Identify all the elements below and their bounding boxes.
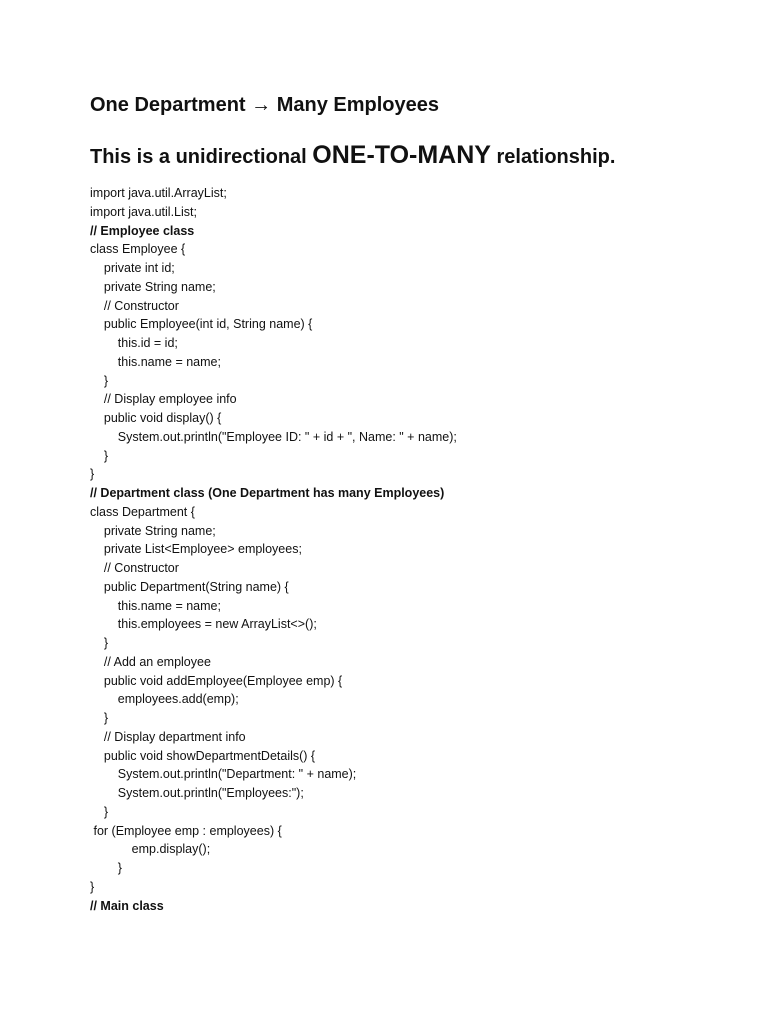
- code-line: System.out.println("Employee ID: " + id + ", Name: " + name);: [90, 429, 457, 444]
- code-line: public Employee(int id, String name) {: [90, 317, 313, 332]
- code-line: // Add an employee: [90, 654, 211, 669]
- code-line: for (Employee emp : employees) {: [90, 823, 282, 838]
- code-comment-heading: // Employee class: [90, 223, 195, 238]
- code-line: System.out.println("Department: " + name);: [90, 767, 357, 782]
- code-line: import java.util.ArrayList;: [90, 186, 227, 200]
- code-line: class Employee {: [90, 242, 186, 257]
- code-line: public void display() {: [90, 411, 222, 425]
- code-line: }: [90, 804, 109, 819]
- code-line: System.out.println("Employees:");: [90, 786, 304, 800]
- code-line: private int id;: [90, 261, 175, 275]
- subheading-emphasis: ONE-TO-MANY: [312, 141, 491, 169]
- code-line: public Department(String name) {: [90, 579, 289, 594]
- code-line: // Display employee info: [90, 392, 237, 407]
- code-line: private String name;: [90, 523, 216, 538]
- code-line: // Constructor: [90, 561, 179, 575]
- code-comment-heading: // Department class (One Department has many Employees): [90, 486, 445, 500]
- code-line: }: [90, 467, 95, 482]
- code-line: this.name = name;: [90, 354, 221, 369]
- code-line: import java.util.List;: [90, 204, 197, 219]
- code-line: private String name;: [90, 279, 216, 294]
- code-line: this.employees = new ArrayList<>();: [90, 617, 317, 632]
- subheading-suffix: relationship.: [490, 146, 616, 168]
- code-line: }: [90, 448, 109, 463]
- code-line: }: [90, 636, 109, 650]
- code-line: // Display department info: [90, 729, 246, 744]
- code-line: class Department {: [90, 504, 195, 519]
- page-heading: One Department → Many Employees: [90, 94, 439, 116]
- code-line: this.id = id;: [90, 336, 178, 350]
- code-line: }: [90, 711, 109, 725]
- code-line: this.name = name;: [90, 598, 221, 613]
- code-line: // Constructor: [90, 298, 179, 313]
- relationship-subheading: [90, 139, 615, 173]
- subheading-prefix: This is a unidirectional: [90, 146, 313, 168]
- code-line: employees.add(emp);: [90, 692, 239, 707]
- code-line: }: [90, 879, 95, 894]
- code-listing: [90, 184, 710, 915]
- code-line: emp.display();: [90, 842, 211, 857]
- code-line: }: [90, 861, 122, 875]
- code-line: public void showDepartmentDetails() {: [90, 748, 316, 763]
- code-line: }: [90, 373, 109, 388]
- code-line: private List<Employee> employees;: [90, 542, 302, 557]
- code-comment-heading: // Main class: [90, 898, 164, 913]
- code-line: public void addEmployee(Employee emp) {: [90, 673, 343, 688]
